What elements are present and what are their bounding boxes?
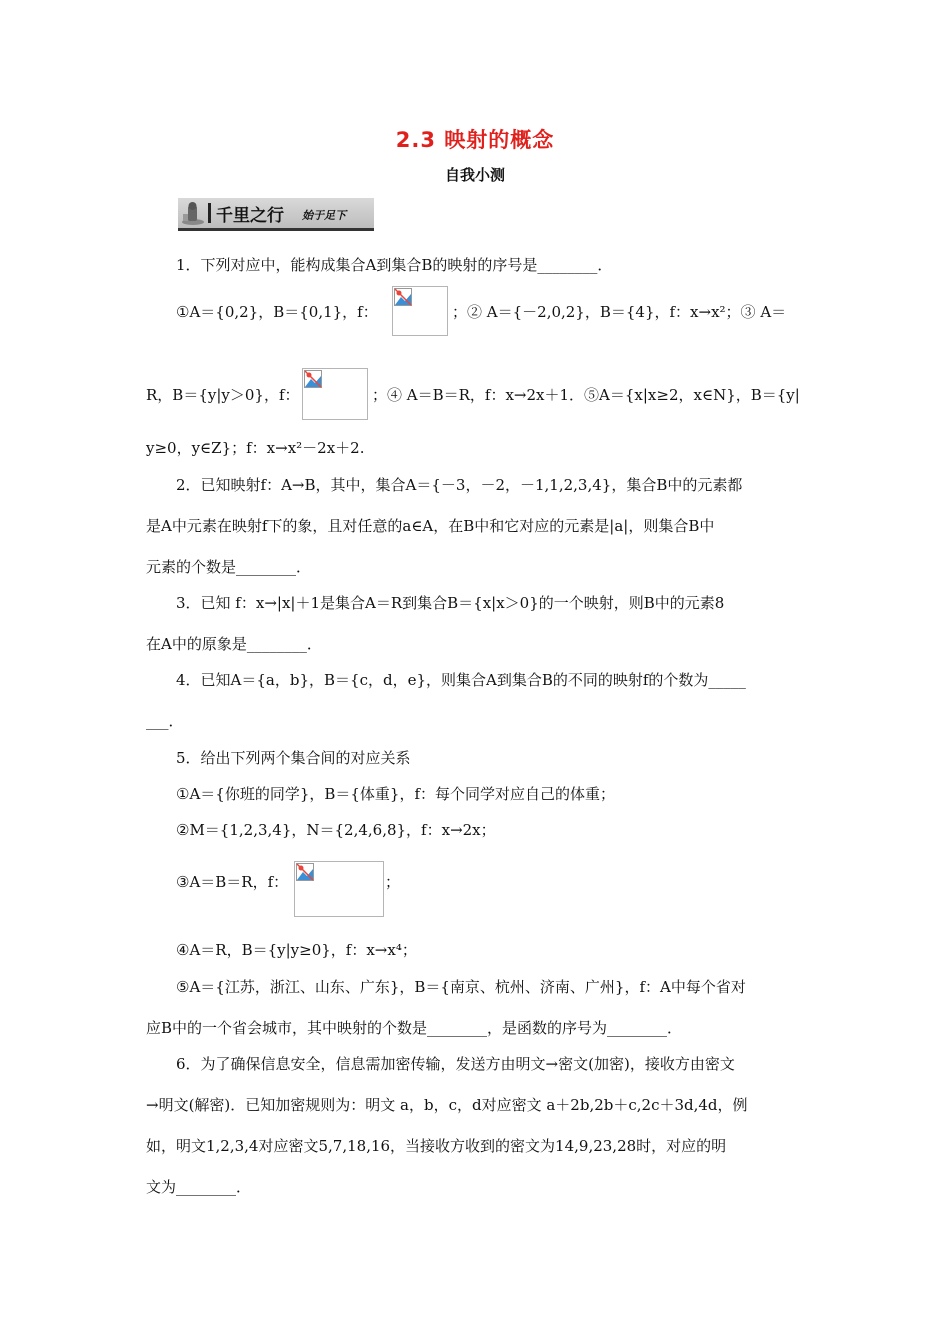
stone-figure-icon: [180, 200, 206, 226]
q4-line-2: ___．: [146, 712, 184, 730]
q6-line-4: 文为________．: [146, 1178, 252, 1196]
q2-line-1: 2．已知映射f：A→B，其中，集合A＝{－3，－2，－1,1,2,3,4}，集合B中的元素都: [176, 476, 743, 494]
q5-item-3-end: ；: [385, 873, 401, 891]
q1-line-3a: R，B＝{y|y＞0}，f：: [146, 386, 300, 404]
q1-stem: 1．下列对应中，能构成集合A到集合B的映射的序号是________．: [176, 256, 613, 274]
q1-line-3b: ；④ A＝B＝R，f：x→2x＋1．⑤A＝{x|x≥2，x∈N}，B＝{y|: [372, 386, 800, 404]
q6-line-3: 如，明文1,2,3,4对应密文5,7,18,16，当接收方收到的密文为14,9,23,28时，对应的明: [146, 1137, 727, 1155]
q5-stem: 5．给出下列两个集合间的对应关系: [176, 749, 411, 767]
q3-line-2: 在A中的原象是________．: [146, 635, 322, 653]
banner-sub-text: 始于足下: [302, 209, 346, 222]
q2-line-3: 元素的个数是________．: [146, 558, 312, 576]
q6-line-1: 6．为了确保信息安全，信息需加密传输，发送方由明文→密文(加密)，接收方由密文: [176, 1055, 735, 1073]
page-title: 2.3 映射的概念: [395, 128, 555, 152]
q1-option-1: ①A＝{0,2}，B＝{0,1}，f：: [176, 303, 378, 321]
q5-item-4: ④A＝R，B＝{y|y≥0}，f：x→x⁴；: [176, 941, 417, 959]
broken-image-icon: [394, 288, 412, 306]
q5-item-3: ③A＝B＝R，f：: [176, 873, 289, 891]
q5-item-5-line-1: ⑤A＝{江苏，浙江、山东、广东}，B＝{南京、杭州、济南、广州}，f：A中每个省对: [176, 978, 746, 996]
q1-mapping-image-1: [392, 286, 448, 336]
q5-item-2: ②M＝{1,2,3,4}，N＝{2,4,6,8}，f：x→2x；: [176, 821, 496, 839]
broken-image-icon: [304, 370, 322, 388]
q1-mapping-image-2: [302, 368, 368, 420]
q5-item-1: ①A＝{你班的同学}，B＝{体重}，f：每个同学对应自己的体重；: [176, 785, 616, 803]
q1-options-2-3: ；② A＝{－2,0,2}，B＝{4}，f：x→x²；③ A＝: [452, 303, 787, 321]
banner-divider: [208, 203, 211, 223]
section-subtitle: 自我小测: [444, 166, 505, 184]
q3-line-1: 3．已知 f：x→|x|＋1是集合A＝R到集合B＝{x|x＞0}的一个映射，则B中的元素8: [176, 594, 725, 612]
q5-mapping-image: [294, 861, 384, 917]
banner-main-text: 千里之行: [216, 206, 284, 226]
q2-line-2: 是A中元素在映射f下的象，且对任意的a∈A，在B中和它对应的元素是|a|，则集合B中: [146, 517, 715, 535]
q6-line-2: →明文(解密)．已知加密规则为：明文 a，b，c，d对应密文 a＋2b,2b＋c,2c＋3d,4d，例: [146, 1096, 748, 1114]
q5-item-5-line-2: 应B中的一个省会城市，其中映射的个数是________，是函数的序号为________．: [146, 1019, 683, 1037]
q1-line-4: y≥0，y∈Z}；f：x→x²－2x＋2.: [146, 439, 365, 457]
broken-image-icon: [296, 863, 314, 881]
banner: [178, 198, 374, 231]
q4-line-1: 4．已知A＝{a，b}，B＝{c，d，e}，则集合A到集合B的不同的映射f的个数为_____: [176, 671, 746, 689]
